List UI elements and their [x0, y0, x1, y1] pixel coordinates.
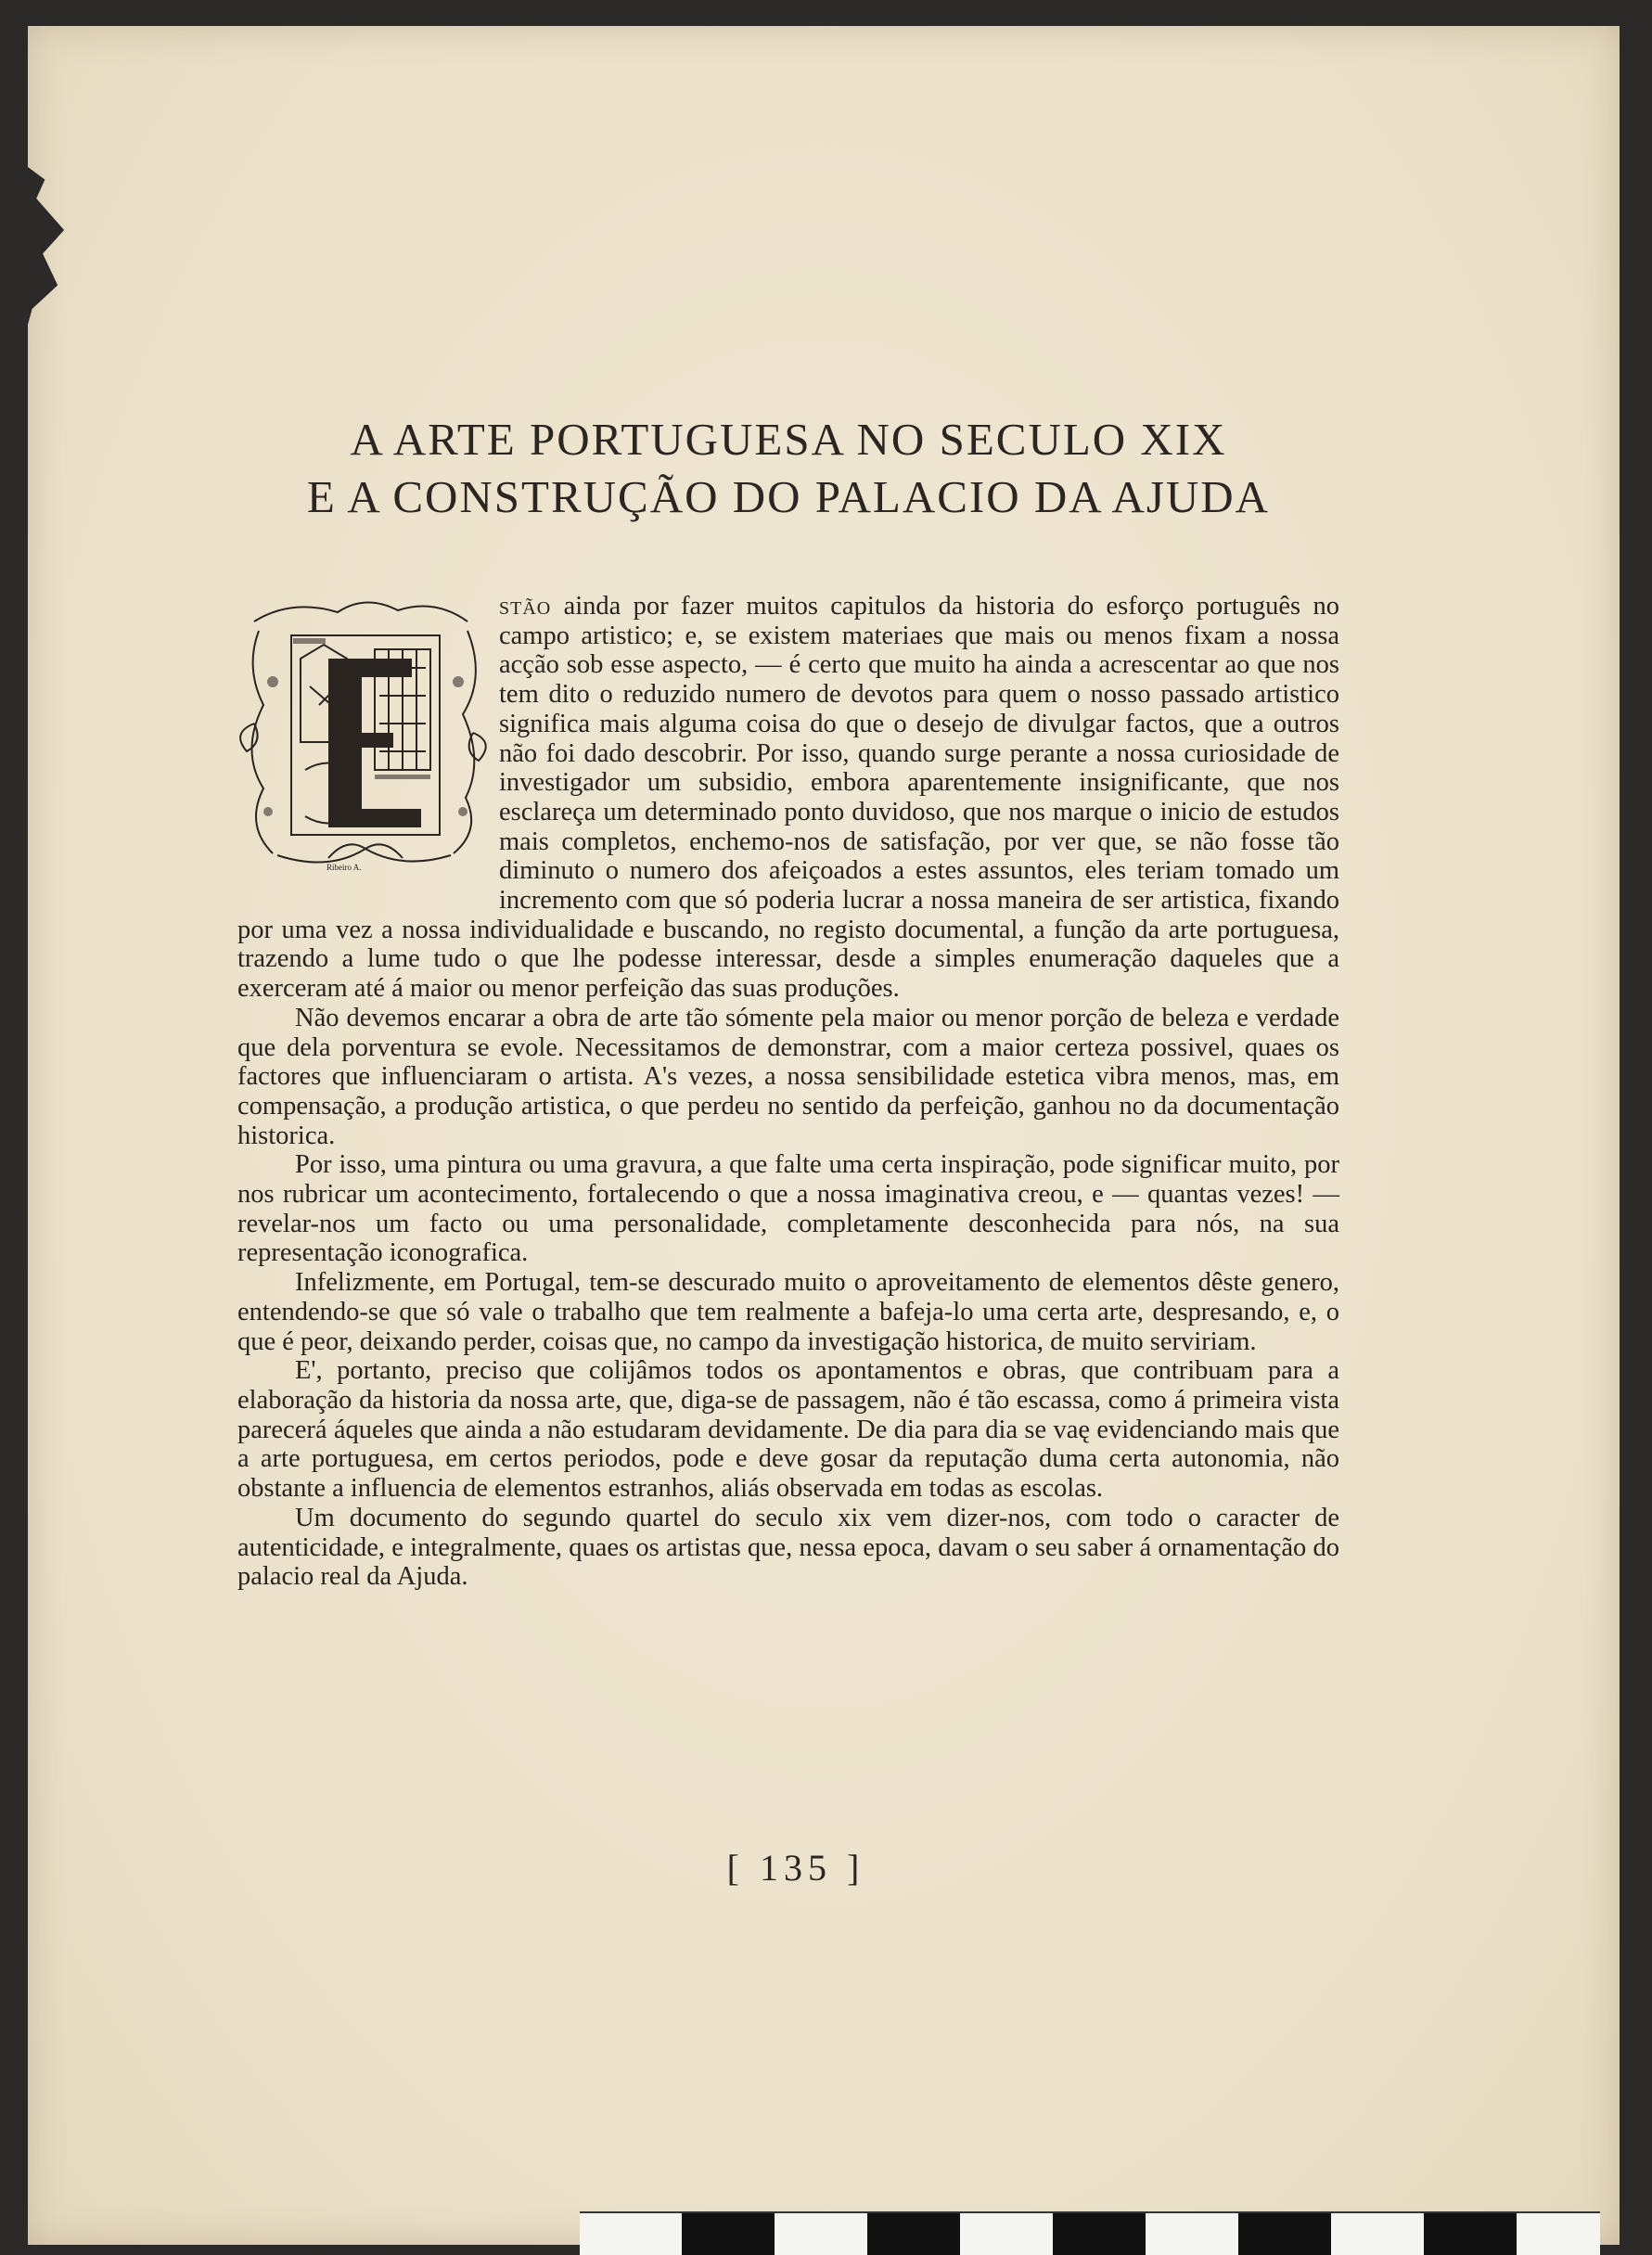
paragraph-6: Um documento do segundo quartel do seculo xix vem dizer-nos, com todo o caracter de autenticidade, e integralmente, quaes os artistas que, nessa epoca, davam o seu saber á ornamentação do palacio real da Ajuda. [237, 1503, 1339, 1592]
paragraph-3: Por isso, uma pintura ou uma gravura, a que falte uma certa inspiração, pode significar muito, por nos rubricar um acontecimento, fortalecendo o que a nossa imaginativa creou, e — quantas vezes! — revelar-nos um facto ou uma personalidade, completamente desconhecida para nós, na sua representação iconografica. [237, 1150, 1339, 1268]
paragraph-2: Não devemos encarar a obra de arte tão sómente pela maior ou menor porção de beleza e verdade que dela porventura se evole. Necessitamos de demonstrar, com a maior certeza possivel, quaes os factores que influenciaram o artista. A's vezes, a nossa sensibilidade estetica vibra menos, mas, em compensação, a produção artistica, o que perdeu no sentido da perfeição, ganhou no da documentação historica. [237, 1003, 1339, 1150]
article-body [237, 592, 1339, 1592]
article-title-line-2: E A CONSTRUÇÃO DO PALACIO DA AJUDA [306, 471, 1271, 522]
article-title-line-1: A ARTE PORTUGUESA NO SECULO XIX [350, 414, 1227, 465]
scale-ruler [580, 2211, 1600, 2255]
paragraph-5: E', portanto, preciso que colijâmos todos os apontamentos e obras, que contribuam para a elaboração da historia da nossa arte, que, diga-se de passagem, não é tão escassa, como á primeira vista parecerá áqueles que ainda a não estudaram devidamente. De dia para dia se vaę evidenciando mais que a arte portuguesa, em certos periodos, pode e deve gosar da reputação duma certa autonomia, não obstante a influencia de elementos estranhos, aliás observada em todas as escolas. [237, 1356, 1339, 1504]
paragraph-4: Infelizmente, em Portugal, tem-se descurado muito o aproveitamento de elementos dêste genero, entendendo-se que só vale o trabalho que tem realmente a bafeja-lo uma certa arte, despresando, e, o que é peor, deixando perder, coisas que, no campo da investigação historica, de muito serviriam. [237, 1268, 1339, 1356]
paragraph-1-text: ainda por fazer muitos capitulos da historia do esforço português no campo artistico; e, se existem materiaes que mais ou menos fixam a nossa acção sob esse aspecto, — é certo que muito ha ainda a acrescentar ao que nos tem dito o reduzido numero de devotos para quem o nosso passado artistico significa mais alguma coisa do que o desejo de divulgar factos, que a outros não foi dado descobrir. Por isso, quando surge perante a nossa curiosidade de investigador um subsidio, embora aparentemente insignificante, que nos esclareça um determinado ponto duvidoso, que nos marque o inicio de estudos mais completos, enchemo-nos de satisfação, por ver que, se não fosse tão diminuto o numero dos afeiçoados a estes assuntos, eles teriam tomado um incremento com que só poderia lucrar a nossa maneira de ser artistica, fixando por uma vez a nossa individualidade e buscando, no registo documental, a função da arte portuguesa, trazendo a lume tudo o que lhe podesse interessar, desde a simples enumeração daqueles que a exerceram até á maior ou menor perfeição das suas produções. [237, 592, 1339, 1004]
page-number: [ 135 ] [726, 1847, 865, 1889]
opening-word-rest: stão [499, 592, 552, 621]
engraver-signature: Ribeiro A. [327, 863, 362, 872]
dropcap-space [237, 592, 499, 890]
